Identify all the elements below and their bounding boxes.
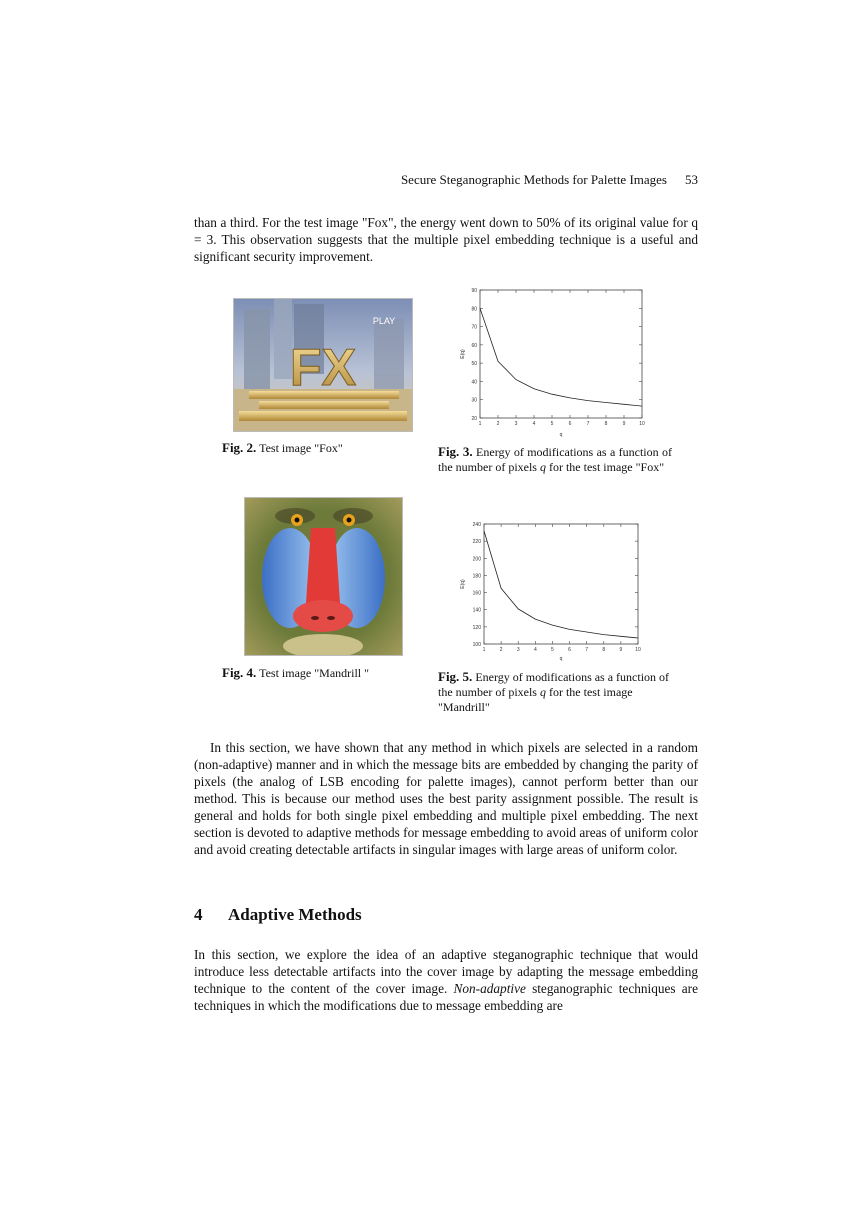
x-tick-label: 9 (619, 647, 623, 653)
paragraph-adaptive-italic: Non-adaptive (453, 981, 526, 996)
y-tick-label: 60 (471, 342, 477, 349)
y-tick-label: 160 (472, 590, 481, 597)
x-tick-label: 4 (533, 647, 537, 653)
x-axis-label: q (559, 656, 563, 662)
fig4-label: Fig. 4. (222, 665, 257, 680)
y-tick-label: 120 (472, 624, 481, 631)
y-tick-label: 220 (472, 539, 481, 546)
y-tick-label: 100 (472, 642, 481, 648)
fox-logo: FX (289, 339, 357, 397)
paragraph-intro: than a third. For the test image "Fox", the energy went down to 50% of its original value for q = 3. This observation suggests that the multiple pixel embedding technique is a useful and significant security improvement. (194, 215, 698, 264)
x-tick-label: 7 (585, 647, 589, 653)
fig4-caption (222, 665, 369, 681)
fig2-caption (222, 440, 343, 456)
x-tick-label: 6 (568, 647, 571, 653)
series-line (484, 531, 638, 638)
y-tick-label: 180 (472, 573, 481, 580)
x-tick-label: 10 (635, 647, 641, 653)
paragraph-summary-text: In this section, we have shown that any method in which pixels are selected in a random (non-adaptive) manner and in which the message bits are embedded by changing the parity of pixels (the analog of LSB encoding for palette images), cannot perform better than our method. This is because our method uses the best parity assignment possible. The result is general and holds for both single pixel embedding and multiple pixel embedding. The next section is devoted to adaptive methods for message embedding to avoid areas of uniform color and avoid creating detectable artifacts in singular images with large areas of uniform color. (194, 740, 698, 857)
x-tick-label: 6 (568, 421, 572, 427)
running-title: Secure Steganographic Methods for Palette Images (400, 172, 667, 187)
x-tick-label: 10 (639, 421, 645, 427)
x-tick-label: 5 (550, 421, 554, 427)
fig3-text-a: Energy of modifications as a function of the number of pixels (438, 445, 672, 474)
section-heading (194, 905, 362, 925)
y-axis-label: E(q) (460, 579, 466, 589)
fig2-label: Fig. 2. (222, 440, 257, 455)
y-tick-label: 30 (471, 397, 477, 404)
x-tick-label: 3 (516, 647, 520, 653)
y-tick-label: 240 (472, 522, 481, 528)
x-tick-label: 2 (499, 647, 503, 653)
y-tick-label: 20 (471, 416, 477, 422)
x-tick-label: 7 (586, 421, 590, 427)
x-tick-label: 3 (514, 421, 518, 427)
fig5-text-b: for the test image "Mandrill" (438, 685, 633, 714)
fig3-text-b: for the test image "Fox" (545, 460, 665, 474)
x-tick-label: 2 (496, 421, 500, 427)
y-axis-label: E(q) (460, 349, 466, 359)
y-tick-label: 40 (471, 379, 477, 386)
fig4-text: Test image "Mandrill " (259, 666, 370, 680)
x-tick-label: 5 (551, 647, 554, 653)
section-title: Adaptive Methods (228, 905, 362, 924)
fig5-caption (438, 669, 672, 715)
x-axis-label: q (559, 432, 563, 438)
fig5-text-a: Energy of modifications as a function of the number of pixels (438, 670, 670, 699)
x-tick-label: 8 (602, 647, 606, 653)
mandrill-image (244, 497, 403, 656)
fig3-label: Fig. 3. (438, 444, 473, 459)
y-tick-label: 140 (472, 607, 481, 614)
x-tick-label: 9 (622, 421, 626, 427)
page-number: 53 (685, 172, 698, 187)
x-tick-label: 1 (478, 421, 482, 427)
fig2-text: Test image "Fox" (259, 441, 343, 455)
x-tick-label: 8 (604, 421, 608, 427)
play-badge: PLAY (372, 316, 396, 326)
y-tick-label: 90 (471, 288, 477, 294)
fox-image (233, 298, 413, 432)
running-head (194, 172, 698, 188)
paragraph-summary (194, 739, 698, 858)
paragraph-adaptive-b: steganographic techniques are techniques in which the modifications due to message embedding are (194, 981, 699, 1013)
paragraph-adaptive (194, 946, 698, 1014)
x-tick-label: 4 (532, 421, 536, 427)
fig5-chart (456, 516, 652, 662)
series-line (480, 308, 642, 406)
fig3-caption (438, 444, 672, 475)
fig5-q: q (539, 685, 546, 699)
plot-frame (480, 290, 642, 418)
section-number: 4 (194, 905, 203, 924)
x-tick-label: 1 (482, 647, 486, 653)
fig3-q: q (539, 460, 546, 474)
y-tick-label: 50 (471, 361, 477, 368)
paragraph-adaptive-a: In this section, we explore the idea of an adaptive steganographic technique that would introduce less detectable artifacts into the cover image by adapting the message embedding technique to the content of the cover image. (194, 947, 698, 996)
y-tick-label: 200 (472, 556, 481, 563)
y-tick-label: 80 (471, 306, 477, 313)
y-tick-label: 70 (471, 324, 477, 331)
fig3-chart (456, 282, 656, 438)
plot-frame (484, 524, 638, 644)
fig5-label: Fig. 5. (438, 669, 473, 684)
